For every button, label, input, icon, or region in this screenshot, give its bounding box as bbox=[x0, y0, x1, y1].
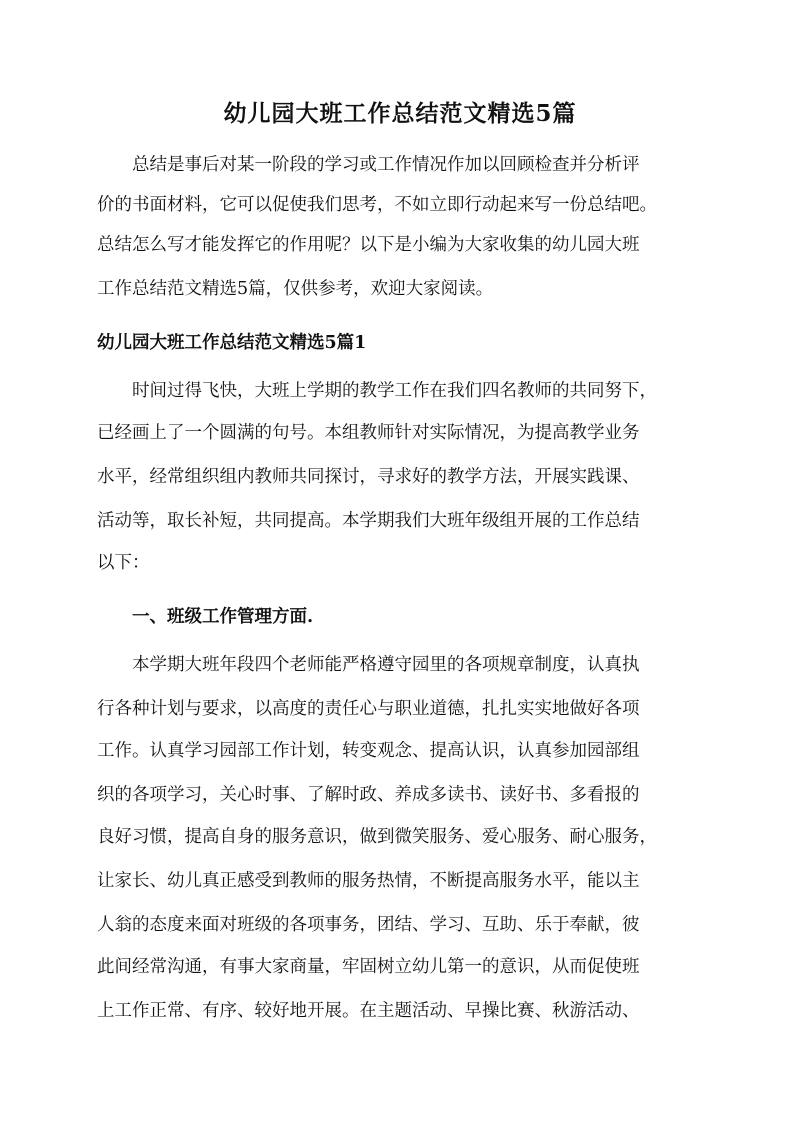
paragraph-line: 织的各项学习，关心时事、了解时政、养成多读书、读好书、多看报的 bbox=[97, 785, 640, 805]
paragraph-line: 活动等，取长补短，共同提高。本学期我们大班年级组开展的工作总结 bbox=[97, 511, 640, 531]
document-title: 幼儿园大班工作总结范文精选5篇 bbox=[223, 100, 577, 127]
paragraph-line: 良好习惯，提高自身的服务意识，做到微笑服务、爱心服务、耐心服务， bbox=[97, 827, 657, 847]
paragraph-line: 行各种计划与要求，以高度的责任心与职业道德，扎扎实实地做好各项 bbox=[97, 699, 640, 719]
paragraph-line: 已经画上了一个圆满的句号。本组教师针对实际情况，为提高教学业务 bbox=[97, 423, 640, 443]
paragraph-line: 让家长、幼儿真正感受到教师的服务热情，不断提高服务水平，能以主 bbox=[97, 871, 640, 891]
intro-line: 价的书面材料，它可以促使我们思考，不如立即行动起来写一份总结吧。 bbox=[97, 195, 657, 215]
paragraph-line: 上工作正常、有序、较好地开展。在主题活动、早操比赛、秋游活动、 bbox=[97, 1001, 640, 1021]
intro-line: 总结是事后对某一阶段的学习或工作情况作加以回顾检查并分析评 bbox=[132, 155, 640, 175]
section-title: 幼儿园大班工作总结范文精选5篇1 bbox=[97, 333, 367, 353]
paragraph-line: 水平，经常组织组内教师共同探讨，寻求好的教学方法，开展实践课、 bbox=[97, 467, 640, 487]
paragraph-line: 人翁的态度来面对班级的各项事务，团结、学习、互助、乐于奉献，彼 bbox=[97, 915, 640, 935]
paragraph-line: 时间过得飞快，大班上学期的教学工作在我们四名教师的共同努下， bbox=[132, 381, 657, 401]
paragraph-line: 本学期大班年段四个老师能严格遵守园里的各项规章制度，认真执 bbox=[132, 655, 640, 675]
intro-line: 总结怎么写才能发挥它的作用呢？以下是小编为大家收集的幼儿园大班 bbox=[97, 235, 640, 255]
paragraph-line: 工作。认真学习园部工作计划，转变观念、提高认识，认真参加园部组 bbox=[97, 741, 640, 761]
paragraph-line: 此间经常沟通，有事大家商量，牢固树立幼儿第一的意识，从而促使班 bbox=[97, 957, 640, 977]
paragraph-line: 以下： bbox=[97, 553, 150, 573]
intro-line: 工作总结范文精选5篇，仅供参考，欢迎大家阅读。 bbox=[97, 279, 494, 299]
subheading: 一、班级工作管理方面. bbox=[132, 607, 314, 627]
